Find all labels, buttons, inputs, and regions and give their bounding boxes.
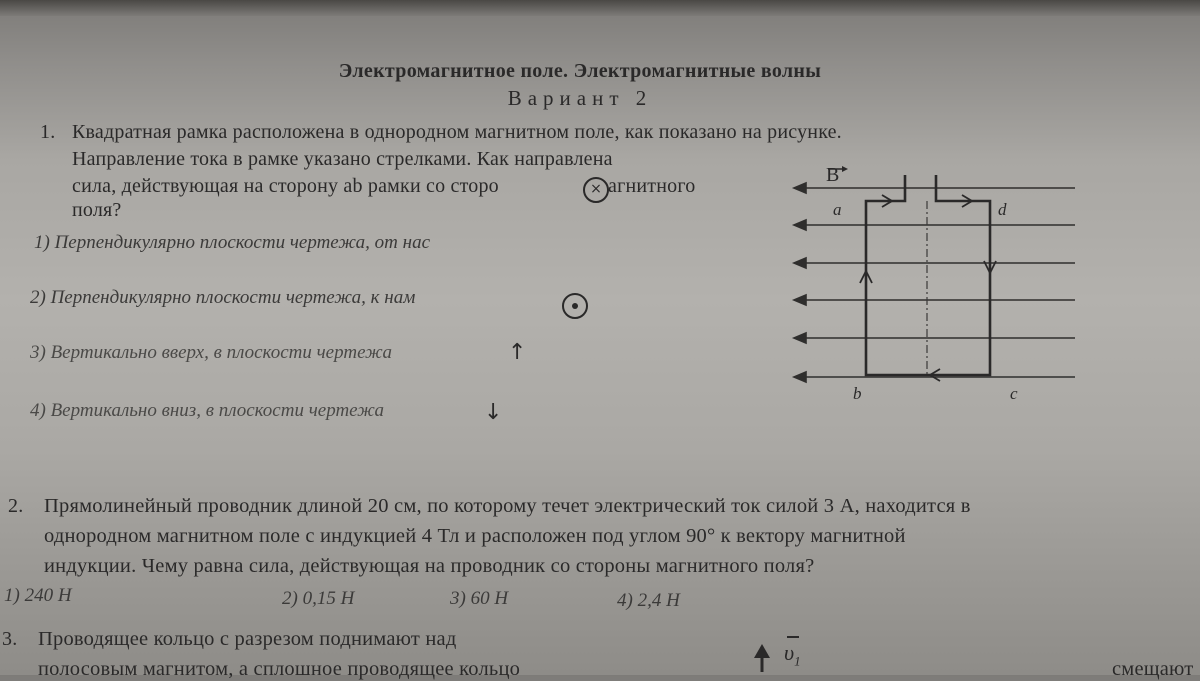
q1-option-1: 1) Перпендикулярно плоскости чертежа, от нас: [34, 232, 431, 253]
q3-line-1: Проводящее кольцо с разрезом поднимают над: [38, 628, 457, 650]
q2-option-1: 1) 240 Н: [4, 585, 72, 606]
q1-line-2: Направление тока в рамке указано стрелками. Как направлена: [72, 148, 613, 170]
field-label-b: B: [826, 164, 840, 186]
page-top-edge: [0, 0, 1200, 16]
q2-option-4: 4) 2,4 Н: [617, 590, 680, 611]
variant-label: Вариант 2: [507, 86, 653, 110]
corner-c-label: c: [1010, 384, 1018, 403]
out-of-page-icon: [562, 293, 588, 319]
q3-number: 3.: [2, 628, 18, 650]
q2-number: 2.: [8, 495, 24, 517]
arrow-down-icon: ↓: [484, 400, 503, 425]
q2-line-2: однородном магнитном поле с индукцией 4 Тл и расположен под углом 90° к вектору магнитной: [44, 525, 906, 547]
arrow-up-icon: ↑: [508, 340, 527, 365]
q3-line-2-end: смещают: [1112, 658, 1194, 680]
corner-a-label: a: [833, 200, 842, 219]
velocity-arrow-icon: [752, 642, 772, 672]
q2-option-2: 2) 0,15 Н: [282, 588, 355, 609]
q1-line-1: Квадратная рамка расположена в однородном магнитном поле, как показано на рисунке.: [72, 121, 842, 143]
q1-number: 1.: [40, 121, 56, 143]
field-into-page-icon: ×: [583, 177, 609, 203]
q1-line-4: поля?: [72, 199, 122, 221]
q1-line-3-end: агнитного: [608, 175, 696, 197]
corner-b-label: b: [853, 384, 862, 403]
q1-line-3: сила, действующая на сторону ab рамки со сторо: [72, 175, 499, 197]
corner-d-label: d: [998, 200, 1007, 219]
velocity-subscript: 1: [794, 653, 801, 669]
q2-line-3: индукции. Чему равна сила, действующая на проводник со стороны магнитного поля?: [44, 555, 815, 577]
q1-option-4: 4) Вертикально вниз, в плоскости чертежа: [30, 400, 385, 421]
velocity-symbol: υ: [784, 640, 795, 665]
q2-line-1: Прямолинейный проводник длиной 20 см, по которому течет электрический ток силой 3 А, находится в: [44, 495, 971, 517]
q3-line-2: полосовым магнитом, а сплошное проводящее кольцо: [38, 658, 521, 680]
q1-option-2: 2) Перпендикулярно плоскости чертежа, к нам: [30, 287, 416, 308]
velocity-label: [784, 640, 801, 669]
q2-option-3: 3) 60 Н: [450, 588, 509, 609]
q1-option-3: 3) Вертикально вверх, в плоскости чертежа: [30, 342, 392, 363]
velocity-vector-bar: [787, 636, 799, 638]
page-title: Электромагнитное поле. Электромагнитные волны: [338, 60, 822, 82]
